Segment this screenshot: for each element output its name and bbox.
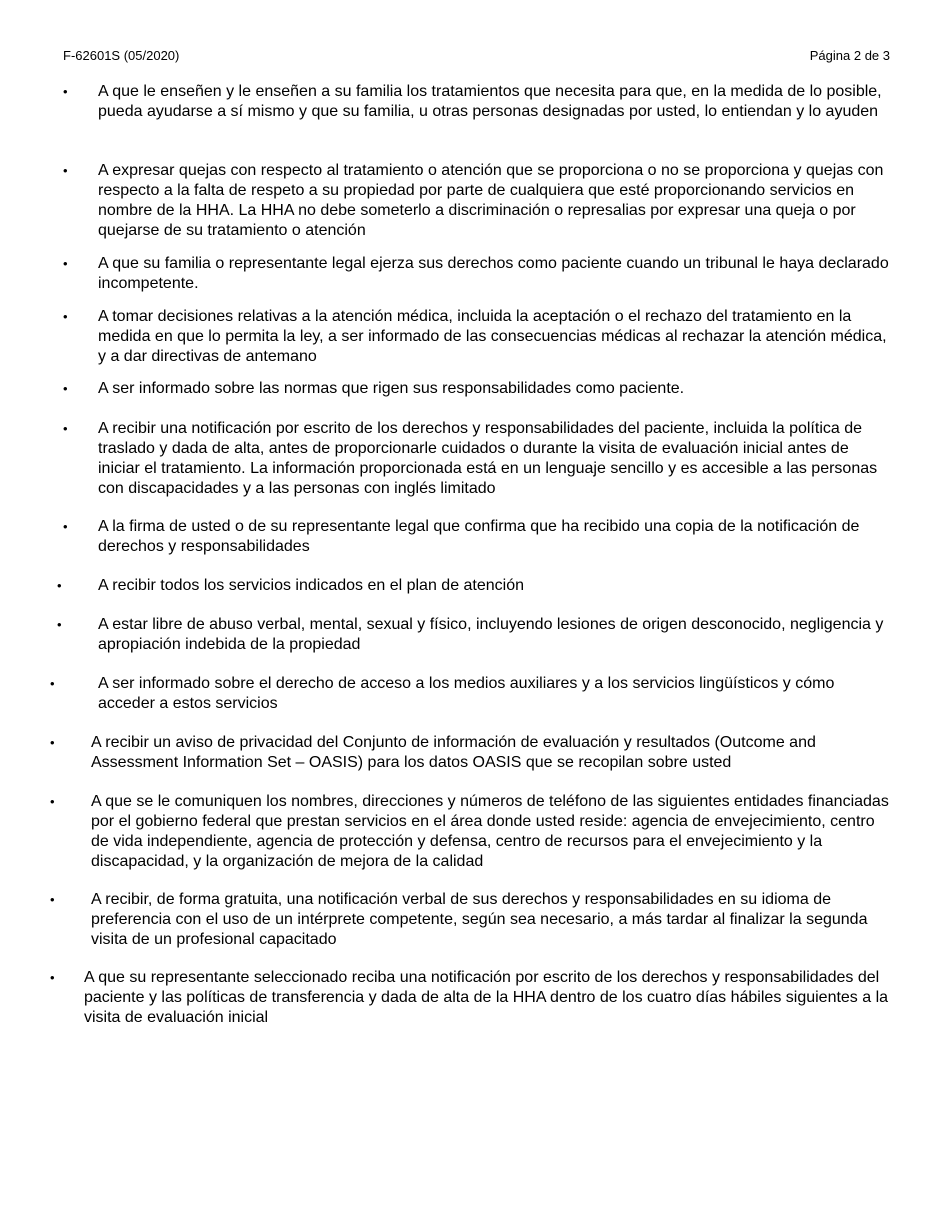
list-item-text: A que se le comuniquen los nombres, direcciones y números de teléfono de las siguientes entidades financiadas por el gobierno federal que prestan servicios en el área donde usted reside: agencia de envejecimiento, centro de vida independiente, agencia de protección y defensa, centro de recursos para el envejecimiento y la discapacidad, y la organización de mejora de la calidad [91,793,889,870]
bullet: • [63,381,68,396]
list-item-text: A la firma de usted o de su representante legal que confirma que ha recibido una copia de la notificación de derechos y responsabilidades [98,518,860,555]
bullet: • [63,84,68,99]
bullet: • [57,578,62,593]
bullet: • [63,421,68,436]
list-item-text: A recibir, de forma gratuita, una notificación verbal de sus derechos y responsabilidades en su idioma de preferencia con el uso de un intérprete competente, según sea necesario, a más tardar al finalizar la segunda visita de un profesional capacitado [91,891,868,948]
list-item-text: A recibir una notificación por escrito de los derechos y responsabilidades del paciente, incluida la política de traslado y dada de alta, antes de proporcionarle cuidados o durante la visita de evaluación inicial antes de iniciar el tratamiento. La información proporcionada está en un lenguaje sencillo y es accesible a las personas con discapacidades y a las personas con inglés limitado [98,420,878,497]
list-item-text: A expresar quejas con respecto al tratamiento o atención que se proporciona o no se proporciona y quejas con respecto a la falta de respeto a su propiedad por parte de cualquiera que esté proporcionando servicios en nombre de la HHA. La HHA no debe someterlo a discriminación o represalias por expresar una queja o por quejarse de su tratamiento o atención [98,162,884,239]
bullet: • [63,163,68,178]
list-item-text: A ser informado sobre las normas que rigen sus responsabilidades como paciente. [98,380,685,397]
list-item-text: A tomar decisiones relativas a la atención médica, incluida la aceptación o el rechazo del tratamiento en la medida en que lo permita la ley, a ser informado de las consecuencias médicas al rechazar la atención médica, y a dar directivas de antemano [98,308,887,365]
bullet: • [57,617,62,632]
bullet: • [50,970,55,985]
bullet: • [50,735,55,750]
list-item-text: A recibir todos los servicios indicados en el plan de atención [98,577,525,594]
list-item-text: A que su familia o representante legal ejerza sus derechos como paciente cuando un tribunal le haya declarado incompetente. [98,255,889,292]
page-number: Página 2 de 3 [809,48,890,63]
bullet: • [50,676,55,691]
bullet: • [63,256,68,271]
list-item-text: A estar libre de abuso verbal, mental, sexual y físico, incluyendo lesiones de origen desconocido, negligencia y apropiación indebida de la propiedad [98,616,884,653]
bullet: • [50,794,55,809]
list-item-text: A ser informado sobre el derecho de acceso a los medios auxiliares y a los servicios lingüísticos y cómo acceder a estos servicios [98,675,835,712]
page-header [63,48,890,66]
bullet: • [50,892,55,907]
bullet: • [63,519,68,534]
list-item-text: A que le enseñen y le enseñen a su familia los tratamientos que necesita para que, en la medida de lo posible, pueda ayudarse a sí mismo y que su familia, u otras personas designadas por usted, lo entiendan y lo ayuden [98,83,882,120]
list-item-text: A que su representante seleccionado reciba una notificación por escrito de los derechos y responsabilidades del paciente y las políticas de transferencia y dada de alta de la HHA dentro de los cuatro días hábiles siguientes a la visita de evaluación inicial [84,969,889,1026]
form-id: F-62601S (05/2020) [63,48,180,63]
bullet: • [63,309,68,324]
list-item-text: A recibir un aviso de privacidad del Conjunto de información de evaluación y resultados (Outcome and Assessment Information Set – OASIS) para los datos OASIS que se recopilan sobre usted [91,734,816,771]
